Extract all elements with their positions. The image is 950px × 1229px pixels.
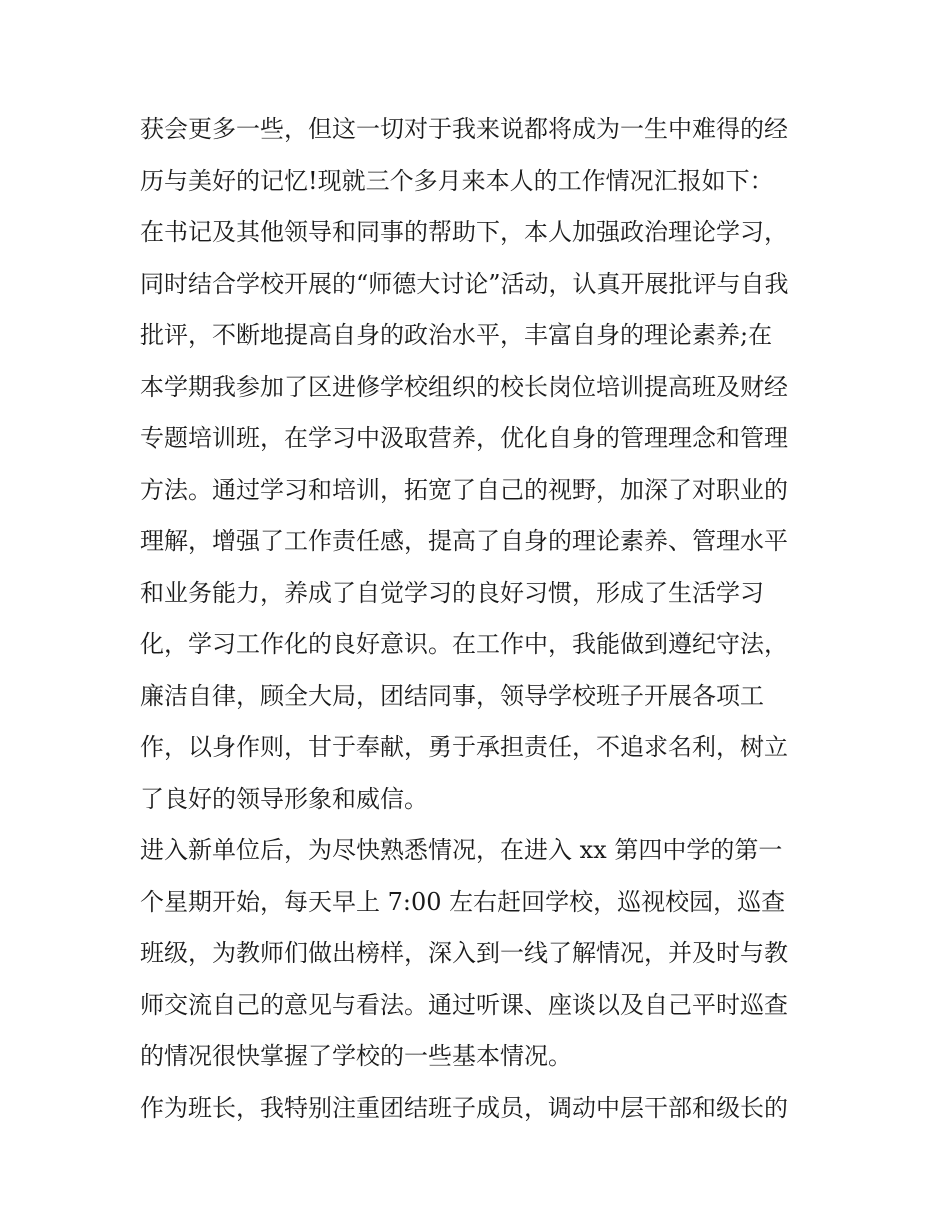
text-line: 方法。通过学习和培训，拓宽了自己的视野，加深了对职业的 [140, 475, 788, 504]
text-line: 作，以身作则，甘于奉献，勇于承担责任，不追求名利，树立 [140, 733, 788, 761]
text-line: 班级，为教师们做出榜样，深入到一线了解情况，并及时与教 [140, 939, 788, 967]
text-line: 历与美好的记忆!现就三个多月来本人的工作情况汇报如下： [140, 166, 774, 195]
text-line: 廉洁自律，顾全大局，团结同事，领导学校班子开展各项工 [140, 681, 764, 710]
document-body-text [140, 104, 820, 1134]
text-line: 进入新单位后，为尽快熟悉情况，在进入 xx 第四中学的第一 [140, 836, 783, 864]
text-line: 个星期开始，每天早上 7:00 左右赶回学校，巡视校园，巡查 [140, 887, 786, 916]
text-line: 专题培训班，在学习中汲取营养，优化自身的管理理念和管理 [140, 424, 788, 452]
text-line: 的情况很快掌握了学校的一些基本情况。 [140, 1042, 572, 1070]
text-line: 获会更多一些，但这一切对于我来说都将成为一生中难得的经 [140, 115, 788, 143]
text-line: 了良好的领导形象和威信。 [140, 784, 428, 813]
text-line: 理解，增强了工作责任感，提高了自身的理论素养、管理水平 [140, 527, 788, 555]
text-line: 化，学习工作化的良好意识。在工作中，我能做到遵纪守法， [140, 630, 788, 658]
text-line: 作为班长，我特别注重团结班子成员，调动中层干部和级长的 [140, 1093, 788, 1122]
text-line: 和业务能力，养成了自觉学习的良好习惯，形成了生活学习 [140, 578, 764, 607]
text-line: 批评，不断地提高自身的政治水平，丰富自身的理论素养;在 [140, 321, 773, 349]
text-line: 师交流自己的意见与看法。通过听课、座谈以及自己平时巡查 [140, 990, 788, 1019]
text-line: 本学期我参加了区进修学校组织的校长岗位培训提高班及财经 [140, 372, 788, 401]
text-line: 在书记及其他领导和同事的帮助下，本人加强政治理论学习， [140, 218, 788, 246]
text-line: 同时结合学校开展的“师德大讨论”活动，认真开展批评与自我 [140, 269, 789, 298]
